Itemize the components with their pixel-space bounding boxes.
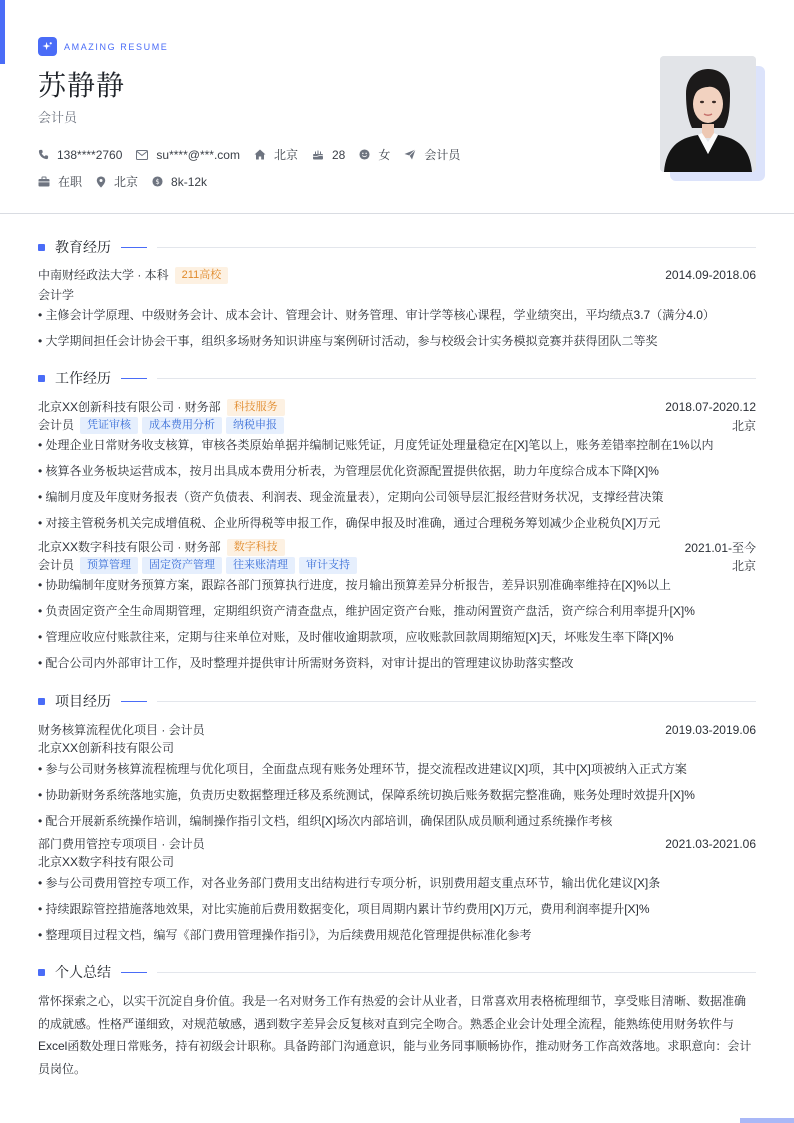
project-bullet: • 配合开展新系统操作培训，编制操作指引文档，组织[X]场次内部培训，确保团队成员顺利通过系统操作考核 <box>38 814 613 828</box>
section-marker <box>38 698 45 705</box>
work-city: 北京 <box>731 558 756 573</box>
industry-tag: 数字科技 <box>227 539 285 556</box>
contact-row <box>38 146 474 163</box>
work-role: 会计员 <box>38 418 75 432</box>
work-role-row <box>38 416 756 434</box>
project-header <box>38 835 756 852</box>
project-company: 北京XX创新科技有限公司 <box>38 741 175 755</box>
education-major: 会计学 <box>38 288 75 302</box>
info-salary <box>152 175 207 189</box>
company-name: 北京XX数字科技有限公司 · 财务部 <box>38 540 221 554</box>
industry-tag: 科技服务 <box>227 399 285 416</box>
work-period: 2021.01-至今 <box>684 540 756 555</box>
project-name: 部门费用管控专项项目 · 会计员 <box>38 837 205 851</box>
target-job-text: 会计员 <box>424 148 461 162</box>
gender-text: 女 <box>378 148 391 162</box>
skill-tag: 固定资产管理 <box>142 557 222 574</box>
skill-tag: 预算管理 <box>80 557 138 574</box>
send-icon <box>404 149 416 160</box>
svg-text:$: $ <box>155 177 160 186</box>
section-rule-accent <box>121 247 147 248</box>
info-age <box>312 148 345 162</box>
info-status <box>38 173 82 190</box>
profile-photo <box>660 56 756 172</box>
work-bullet: • 协助编制年度财务预算方案，跟踪各部门预算执行进度，按月输出预算差异分析报告，差异识别准确率维持在[X]%以上 <box>38 578 671 592</box>
briefcase-icon <box>38 176 50 187</box>
education-period: 2014.09-2018.06 <box>665 268 756 283</box>
work-city: 北京 <box>731 418 756 433</box>
work-bullet: • 负责固定资产全生命周期管理，定期组织资产清查盘点，维护固定资产台账，推动闲置资产盘活，资产综合利用率提升[X]% <box>38 604 695 618</box>
section-rule <box>157 701 756 702</box>
email-text: su****@***.com <box>156 147 240 162</box>
age-text: 28 <box>331 147 346 162</box>
project-bullet: • 参与公司财务核算流程梳理与优化项目，全面盘点现有账务处理环节，提交流程改进建议[X]项，其中[X]项被纳入正式方案 <box>38 762 687 776</box>
education-bullet: • 大学期间担任会计协会干事，组织多场财务知识讲座与案例研讨活动，参与校级会计实务模拟竞赛并获得团队二等奖 <box>38 334 658 348</box>
section-work <box>38 368 756 388</box>
info-email <box>136 148 240 162</box>
info-target-job <box>404 146 460 163</box>
status-row <box>38 173 221 190</box>
project-bullet: • 整理项目过程文档，编写《部门费用管理操作指引》，为后续费用规范化管理提供标准化参考 <box>38 928 532 942</box>
money-icon <box>152 176 163 187</box>
work-bullet: • 对接主管税务机关完成增值税、企业所得税等申报工作，确保申报及时准确，通过合理税务筹划减少企业税负[X]万元 <box>38 516 661 530</box>
section-title-work: 工作经历 <box>55 370 111 386</box>
location-pin-icon <box>96 176 106 188</box>
brand-text: AMAZING RESUME <box>64 41 169 52</box>
section-rule <box>157 972 756 973</box>
mail-icon <box>136 150 148 160</box>
work-header <box>38 398 756 416</box>
section-marker <box>38 969 45 976</box>
project-bullet: • 持续跟踪管控措施落地效果，对比实施前后费用数据变化，项目周期内累计节约费用[X]万元，费用利润率提升[X]% <box>38 902 650 916</box>
project-header <box>38 721 756 738</box>
candidate-name: 苏静静 <box>38 69 126 102</box>
sparkle-icon <box>38 37 57 56</box>
work-bullet: • 处理企业日常财务收支核算，审核各类原始单据并编制记账凭证，月度凭证处理量稳定在[X]笔以上，账务差错率控制在1%以内 <box>38 438 714 452</box>
section-rule <box>157 378 756 379</box>
phone-text: 138****2760 <box>57 147 123 162</box>
summary-text: 常怀探索之心，以实干沉淀自身价值。我是一名对财务工作有热爱的会计从业者，日常喜欢用表格梳理细节，享受账目清晰、数据准确的成就感。性格严谨细致，对规范敏感，遇到数字差异会反复核对直到完全吻合。熟悉企业会计处理全流程，能熟练使用财务软件与Excel函数处理日常账务，持有初级会计职称。具备跨部门沟通意识，能与业务同事顺畅协作，推动财务工作高效落地。求职意向：会计员岗位。 <box>38 994 752 1076</box>
section-marker <box>38 244 45 251</box>
company-name: 北京XX创新科技有限公司 · 财务部 <box>38 400 221 414</box>
work-period: 2018.07-2020.12 <box>665 400 756 415</box>
smiley-icon <box>359 149 370 160</box>
section-title-education: 教育经历 <box>55 239 111 255</box>
section-title-projects: 项目经历 <box>55 693 111 709</box>
phone-icon <box>38 149 49 160</box>
cake-icon <box>312 149 324 160</box>
section-rule-accent <box>121 972 147 973</box>
work-bullet: • 编制月度及年度财务报表（资产负债表、利润表、现金流量表），定期向公司领导层汇报经营财务状况，支撑经营决策 <box>38 490 664 504</box>
skill-tag: 往来账清理 <box>226 557 295 574</box>
status-text: 在职 <box>58 175 83 189</box>
section-title-summary: 个人总结 <box>55 964 111 980</box>
work-role-row <box>38 556 756 574</box>
project-period: 2021.03-2021.06 <box>665 836 756 851</box>
bottom-accent-bar <box>740 1118 794 1123</box>
education-header <box>38 266 756 284</box>
work-bullet: • 管理应收应付账款往来，定期与往来单位对账，及时催收逾期款项，应收账款回款周期缩短[X]天，坏账发生率下降[X]% <box>38 630 674 644</box>
skill-tag: 审计支持 <box>299 557 357 574</box>
location-text: 北京 <box>114 175 139 189</box>
salary-text: 8k-12k <box>171 174 208 189</box>
section-marker <box>38 375 45 382</box>
city-text: 北京 <box>273 148 298 162</box>
section-summary <box>38 962 756 982</box>
info-city <box>254 146 298 163</box>
section-education <box>38 237 756 257</box>
project-company: 北京XX数字科技有限公司 <box>38 855 175 869</box>
resume-header <box>0 0 794 214</box>
section-projects <box>38 691 756 711</box>
home-icon <box>254 149 266 160</box>
skill-tag: 成本费用分析 <box>142 417 222 434</box>
project-bullet: • 协助新财务系统落地实施，负责历史数据整理迁移及系统测试，保障系统切换后账务数据完整准确，账务处理时效提升[X]% <box>38 788 695 802</box>
work-bullet: • 配合公司内外部审计工作，及时整理并提供审计所需财务资料，对审计提出的管理建议协助落实整改 <box>38 656 574 670</box>
section-rule-accent <box>121 378 147 379</box>
work-header <box>38 538 756 556</box>
work-bullet: • 核算各业务板块运营成本，按月出具成本费用分析表，为管理层优化资源配置提供依据，助力年度综合成本下降[X]% <box>38 464 659 478</box>
school-name: 中南财经政法大学 · 本科 <box>38 268 169 282</box>
project-name: 财务核算流程优化项目 · 会计员 <box>38 723 205 737</box>
profile-photo-frame <box>660 56 766 182</box>
project-period: 2019.03-2019.06 <box>665 722 756 737</box>
school-tag: 211高校 <box>175 267 229 284</box>
project-bullet: • 参与公司费用管控专项工作，对各业务部门费用支出结构进行专项分析，识别费用超支重点环节，输出优化建议[X]条 <box>38 876 661 890</box>
brand <box>38 37 168 56</box>
section-rule-accent <box>121 701 147 702</box>
work-role: 会计员 <box>38 558 75 572</box>
education-bullet: • 主修会计学原理、中级财务会计、成本会计、管理会计、财务管理、审计学等核心课程，学业绩突出，平均绩点3.7（满分4.0） <box>38 308 715 322</box>
info-location <box>96 173 138 190</box>
skill-tag: 凭证审核 <box>80 417 138 434</box>
skill-tag: 纳税申报 <box>226 417 284 434</box>
info-gender <box>359 146 390 163</box>
section-rule <box>157 247 756 248</box>
info-phone <box>38 148 122 162</box>
candidate-title: 会计员 <box>38 110 78 125</box>
